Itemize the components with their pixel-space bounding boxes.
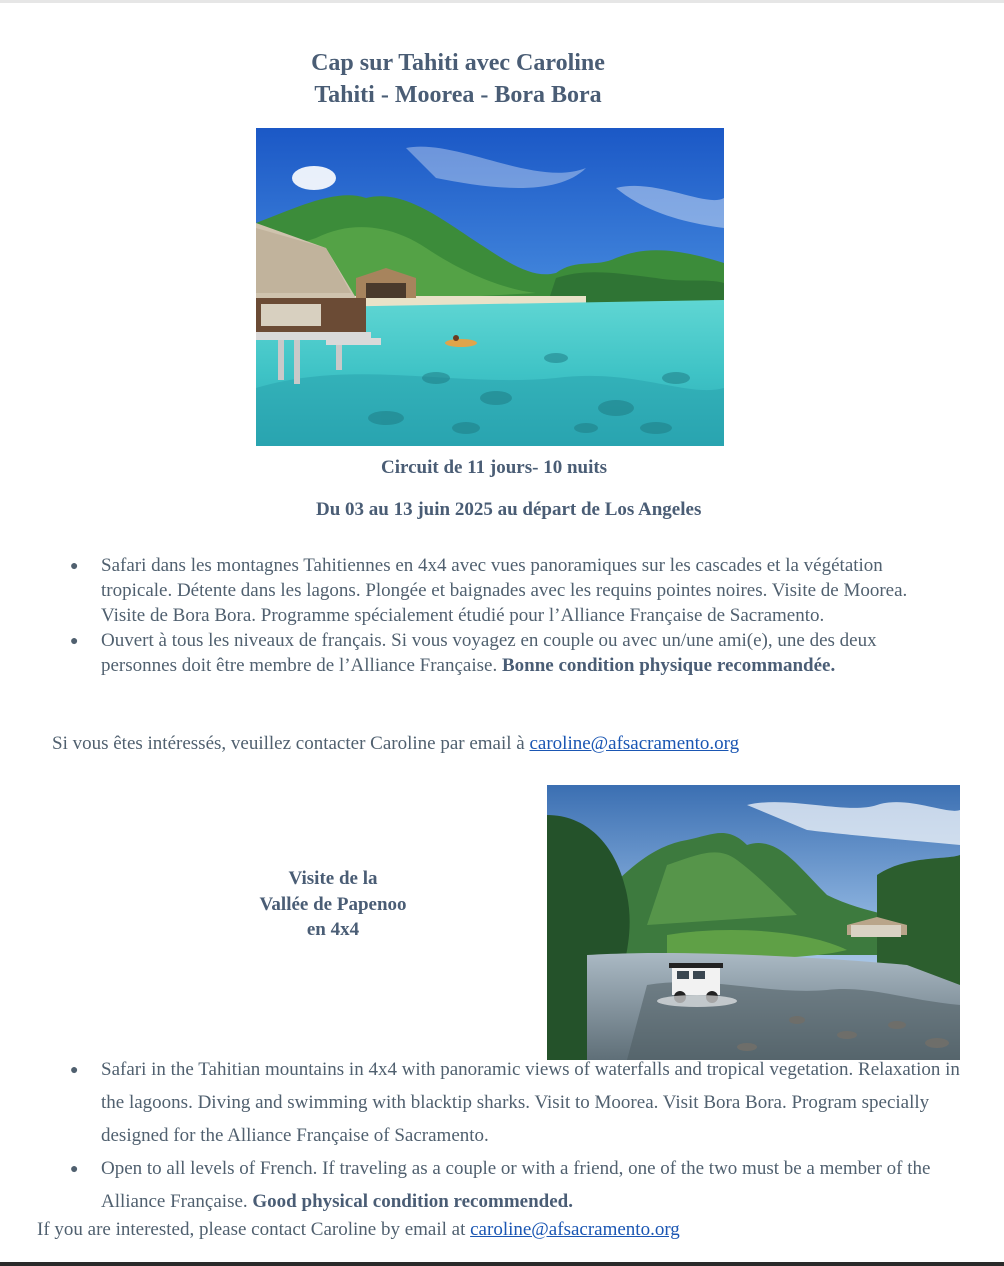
4x4-river-crossing-photo bbox=[547, 785, 960, 1060]
list-item bbox=[53, 1152, 973, 1218]
french-contact-line bbox=[52, 733, 739, 755]
lagoon-overwater-bungalow-photo bbox=[256, 128, 724, 446]
bullet-icon: ● bbox=[70, 634, 79, 649]
french-bullet-text: Safari dans les montagnes Tahitiennes en 4x4 avec vues panoramiques sur les cascades et la végétation tropicale. Détente dans les lagons. Plongée et baignades avec les requins pointes noires. Visite de Moorea. Visite de Bora Bora. Programme spécialement étudié pour l’Alliance Française de Sacramento. bbox=[101, 555, 908, 626]
papenoo-caption-line: en 4x4 bbox=[306, 919, 360, 940]
french-bullet-bold: Bonne condition physique recommandée. bbox=[501, 655, 836, 676]
top-border bbox=[0, 0, 1004, 3]
english-bullet-list bbox=[53, 1053, 973, 1218]
bullet-icon: ● bbox=[70, 1063, 79, 1078]
english-bullet-text: Safari in the Tahitian mountains in 4x4 with panoramic views of waterfalls and tropical vegetation. Relaxation in the lagoons. Diving and swimming with blacktip sharks. Visit to Moorea. Visit Bora Bora. Program specially designed for the Alliance Française of Sacramento. bbox=[101, 1059, 960, 1146]
bottom-border bbox=[0, 1262, 1004, 1266]
english-bullet-text: Open to all levels of French. If traveling as a couple or with a friend, one of the two must be a member of the Alliance Française. bbox=[101, 1158, 931, 1212]
page-title: Cap sur Tahiti avec Caroline bbox=[311, 50, 605, 76]
trip-duration: Circuit de 11 jours- 10 nuits bbox=[381, 457, 608, 478]
papenoo-caption-line: Vallée de Papenoo bbox=[259, 893, 407, 915]
papenoo-caption bbox=[210, 866, 456, 943]
page-subtitle: Tahiti - Moorea - Bora Bora bbox=[314, 82, 602, 108]
french-bullet-list bbox=[53, 553, 953, 678]
english-contact-email-link[interactable]: caroline@afsacramento.org bbox=[470, 1219, 680, 1240]
list-item bbox=[53, 628, 953, 678]
bullet-icon: ● bbox=[70, 1162, 79, 1177]
papenoo-caption-line: Visite de la bbox=[288, 868, 378, 889]
trip-dates: Du 03 au 13 juin 2025 au départ de Los Angeles bbox=[316, 499, 702, 520]
list-item bbox=[53, 1053, 973, 1152]
french-bullet-text: Ouvert à tous les niveaux de français. Si vous voyagez en couple ou avec un/une ami(e), une des deux personnes doit être membre de l’Alliance Française. bbox=[101, 630, 877, 676]
french-contact-text: Si vous êtes intéressés, veuillez contacter Caroline par email à bbox=[52, 733, 530, 754]
english-contact-line bbox=[37, 1219, 680, 1241]
english-contact-text: If you are interested, please contact Caroline by email at bbox=[37, 1219, 471, 1240]
french-contact-email-link[interactable]: caroline@afsacramento.org bbox=[529, 733, 740, 754]
bullet-icon: ● bbox=[70, 559, 79, 574]
english-bullet-bold: Good physical condition recommended. bbox=[252, 1191, 573, 1212]
list-item bbox=[53, 553, 953, 628]
